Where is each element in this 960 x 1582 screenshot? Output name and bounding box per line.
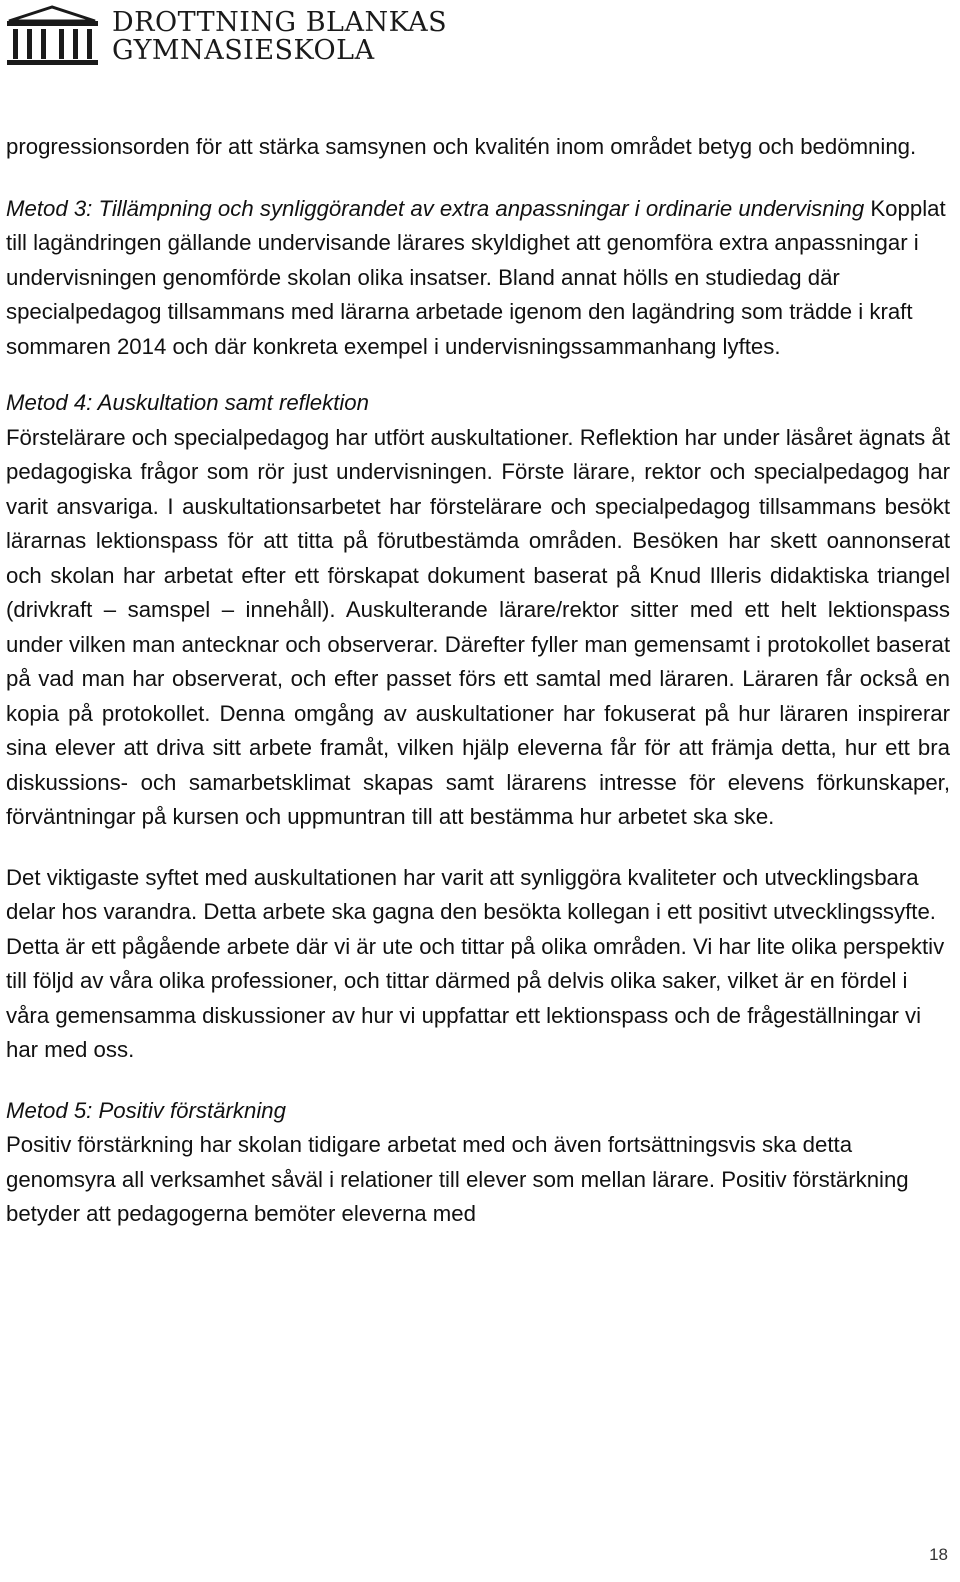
method-5-text: Positiv förstärkning har skolan tidigare arbetat med och även fortsättningsvis ska detta genomsyra all verksamhet såväl i relationer till elever som mellan lärare. Positiv förstärkning betyder att pedagogerna bemöter eleverna med	[6, 1132, 909, 1226]
method-4-heading: Metod 4: Auskultation samt reflektion	[6, 390, 369, 415]
paragraph-purpose: Det viktigaste syftet med auskultationen har varit att synliggöra kvaliteter och utvecklingsbara delar hos varandra. Detta arbete ska gagna den besökta kollegan i ett positivt utvecklingssyfte. Detta är ett pågående arbete där vi är ute och tittar på olika områden. Vi har lite olika perspektiv till följd av våra olika professioner, och tittar därmed på delvis olika saker, vilket är en fördel i våra gemensamma diskussioner av hur vi uppfattar ett lektionspass och de frågeställningar vi har med oss.	[6, 864, 945, 1062]
school-name-line2: GYMNASIESKOLA	[112, 35, 375, 66]
school-name-line1: DROTTNING BLANKAS	[112, 7, 448, 39]
method-5-heading: Metod 5: Positiv förstärkning	[6, 1097, 286, 1123]
building-columns-icon	[5, 5, 100, 69]
paragraph-intro: progressionsorden för att stärka samsynen och kvalitén inom området betyg och bedömning.	[6, 134, 917, 159]
method-3-paragraph	[6, 192, 950, 365]
method-3-heading: Metod 3: Tillämpning och synliggörandet av extra anpassningar i ordinarie undervisning	[6, 195, 865, 221]
method-3-text: Kopplat till lagändringen gällande undervisande lärares skyldighet att genomföra extra anpassningar i undervisningen genomförde skolan olika insatser. Bland annat hölls en studiedag där specialpedagog tillsammans med lärarna arbetade igenom den lagändring som trädde i kraft sommaren 2014 och där konkreta exempel i undervisningssammanhang lyftes.	[6, 195, 946, 359]
method-4-text: Förstelärare och specialpedagog har utfört auskultationer. Reflektion har under läsåret ägnats åt pedagogiska frågor som rör just undervisningen. Förste lärare, rektor och specialpedagog har varit ansvariga. I auskultationsarbetet har förstelärare och specialpedagog tillsammans besökt lärarnas lektionspass för att titta på förutbestämda områden. Besöken har skett oannonserat och skolan har arbetat efter ett förskapat dokument baserat på Knud Illeris didaktiska triangel (drivkraft – samspel – innehåll). Auskulterande lärare/rektor sitter med ett helt lektionspass under vilken man antecknar och observerar. Därefter fyller man gemensamt i protokollet baserat på vad man har observerat, och efter passet förs ett samtal med läraren. Läraren får också en kopia på protokollet. Denna omgång av auskultationer har fokuserat på hur läraren inspirerar sina elever att driva sitt arbete framåt, vilken hjälp eleverna får för att främja detta, hur ett bra diskussions- och samarbetsklimat skapas samt lärarens intresse för elevens förkunskaper, förväntningar på kursen och uppmuntran till att bestämma hur arbetet ska ske.	[6, 424, 950, 829]
document-body	[6, 130, 950, 1232]
page-number: 18	[929, 1545, 948, 1564]
school-header	[5, 4, 447, 70]
school-name	[112, 9, 447, 64]
